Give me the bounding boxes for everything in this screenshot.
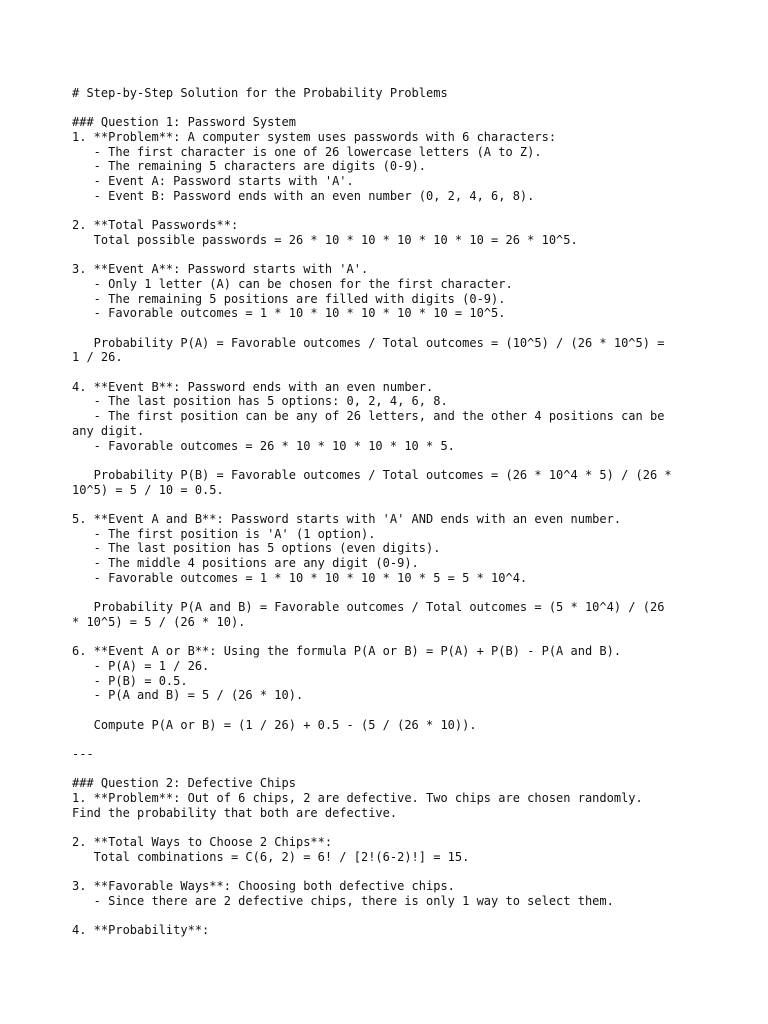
text-line: 2. **Total Passwords**: bbox=[72, 218, 239, 233]
text-line: 1. **Problem**: A computer system uses passwords with 6 characters: bbox=[72, 130, 557, 145]
blank-line bbox=[72, 321, 696, 336]
text-line: 2. **Total Ways to Choose 2 Chips**: bbox=[72, 835, 333, 850]
document-body bbox=[72, 86, 696, 938]
text-line: 5. **Event A and B**: Password starts with 'A' AND ends with an even number. bbox=[72, 511, 622, 526]
text-line: ### Question 1: Password System bbox=[72, 115, 296, 130]
text-line: any digit. bbox=[72, 423, 145, 438]
text-line: 4. **Event B**: Password ends with an even number. bbox=[72, 379, 434, 394]
blank-line bbox=[72, 497, 696, 512]
blank-line bbox=[72, 585, 696, 600]
blank-line bbox=[72, 732, 696, 747]
text-line: - Event B: Password ends with an even number (0, 2, 4, 6, 8). bbox=[72, 188, 535, 203]
text-line: - P(A and B) = 5 / (26 * 10). bbox=[72, 688, 304, 703]
blank-line bbox=[72, 101, 696, 116]
blank-line bbox=[72, 762, 696, 777]
text-line: 1 / 26. bbox=[72, 350, 123, 365]
text-line: Total combinations = C(6, 2) = 6! / [2!(6-2)!] = 15. bbox=[72, 849, 470, 864]
text-line: 10^5) = 5 / 10 = 0.5. bbox=[72, 482, 224, 497]
text-line: - The first position can be any of 26 letters, and the other 4 positions can be bbox=[72, 409, 665, 424]
text-line: - The middle 4 positions are any digit (0-9). bbox=[72, 556, 419, 570]
text-line: 1. **Problem**: Out of 6 chips, 2 are defective. Two chips are chosen randomly. bbox=[72, 791, 643, 805]
text-line: - Favorable outcomes = 1 * 10 * 10 * 10 * 10 * 5 = 5 * 10^4. bbox=[72, 570, 528, 585]
text-line: - Only 1 letter (A) can be chosen for the first character. bbox=[72, 276, 513, 291]
blank-line bbox=[72, 365, 696, 380]
blank-line bbox=[72, 629, 696, 644]
text-line: - Event A: Password starts with 'A'. bbox=[72, 174, 354, 189]
text-line: - The first position is 'A' (1 option). bbox=[72, 526, 376, 541]
text-line: Total possible passwords = 26 * 10 * 10 * 10 * 10 * 10 = 26 * 10^5. bbox=[72, 232, 578, 247]
text-line: 3. **Event A**: Password starts with 'A'. bbox=[72, 262, 369, 277]
text-line: # Step-by-Step Solution for the Probability Problems bbox=[72, 86, 448, 100]
text-line: 3. **Favorable Ways**: Choosing both defective chips. bbox=[72, 879, 455, 894]
blank-line bbox=[72, 453, 696, 468]
text-line: ### Question 2: Defective Chips bbox=[72, 776, 296, 791]
text-line: - Since there are 2 defective chips, there is only 1 way to select them. bbox=[72, 893, 614, 908]
text-line: --- bbox=[72, 746, 94, 761]
text-line: - The remaining 5 characters are digits (0-9). bbox=[72, 159, 427, 174]
blank-line bbox=[72, 204, 696, 219]
text-line: - The first character is one of 26 lowercase letters (A to Z). bbox=[72, 144, 542, 159]
text-line: - P(A) = 1 / 26. bbox=[72, 658, 210, 673]
blank-line bbox=[72, 248, 696, 263]
blank-line bbox=[72, 909, 696, 924]
text-line: Probability P(A) = Favorable outcomes / Total outcomes = (10^5) / (26 * 10^5) = bbox=[72, 335, 665, 350]
text-line: Compute P(A or B) = (1 / 26) + 0.5 - (5 / (26 * 10)). bbox=[72, 717, 477, 732]
text-line: 6. **Event A or B**: Using the formula P(A or B) = P(A) + P(B) - P(A and B). bbox=[72, 644, 622, 659]
blank-line bbox=[72, 864, 696, 879]
blank-line bbox=[72, 703, 696, 718]
text-line: - Favorable outcomes = 1 * 10 * 10 * 10 * 10 * 10 = 10^5. bbox=[72, 306, 506, 321]
text-line: Probability P(A and B) = Favorable outcomes / Total outcomes = (5 * 10^4) / (26 bbox=[72, 600, 665, 615]
text-line: - P(B) = 0.5. bbox=[72, 673, 188, 688]
text-line: * 10^5) = 5 / (26 * 10). bbox=[72, 614, 246, 629]
text-line: - The last position has 5 options: 0, 2, 4, 6, 8. bbox=[72, 394, 448, 409]
text-line: - The remaining 5 positions are filled with digits (0-9). bbox=[72, 291, 506, 306]
text-line: - Favorable outcomes = 26 * 10 * 10 * 10 * 10 * 5. bbox=[72, 438, 455, 453]
text-line: 4. **Probability**: bbox=[72, 923, 210, 938]
text-line: - The last position has 5 options (even digits). bbox=[72, 541, 441, 556]
blank-line bbox=[72, 820, 696, 835]
text-line: Find the probability that both are defective. bbox=[72, 805, 398, 820]
text-line: Probability P(B) = Favorable outcomes / Total outcomes = (26 * 10^4 * 5) / (26 * bbox=[72, 467, 672, 482]
